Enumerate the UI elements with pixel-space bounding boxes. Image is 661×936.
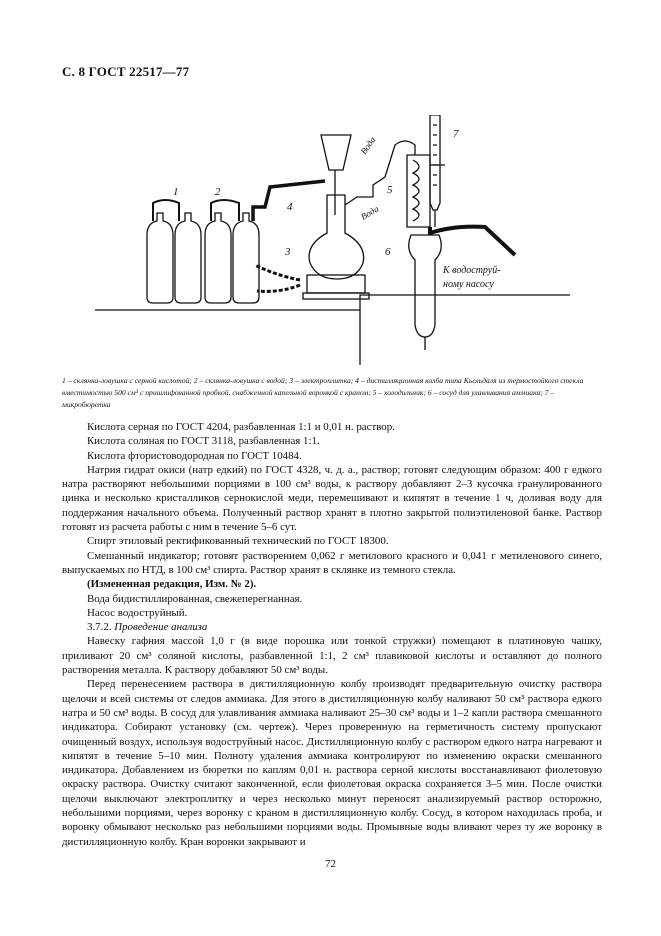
- paragraph: Смешанный индикатор; готовят растворением 0,062 г метилового красного и 0,041 г метиленового синего, выпускаемых по НТД, в 100 см³ спирта. Раствор хранят в склянке из темного стекла.: [62, 549, 602, 576]
- water-label-2: Вода: [359, 203, 381, 222]
- label-7: 7: [453, 128, 459, 140]
- paragraph: Насос водоструйный.: [87, 606, 188, 619]
- apparatus-diagram: [95, 115, 570, 365]
- paragraph: Кислота серная по ГОСТ 4204, разбавленная 1:1 и 0,01 н. раствор.: [87, 421, 395, 433]
- label-5: 5: [387, 184, 393, 196]
- label-3: 3: [285, 246, 291, 258]
- label-1: 1: [173, 186, 179, 198]
- pump-label-line2: ному насосу: [443, 279, 494, 290]
- paragraph: Вода бидистиллированная, свежеперегнанная.: [87, 592, 303, 605]
- label-4: 4: [287, 201, 293, 213]
- label-2: 2: [215, 186, 221, 198]
- paragraph: Навеску гафния массой 1,0 г (в виде порошка или тонкой стружки) помещают в платиновую чашку, приливают 20 см³ соляной кислоты, разбавленной 1:1, 2 см³ плавиковой кислоты и оставляют до полного растворения металла. К раствору добавляют 50 см³ воды.: [62, 635, 602, 677]
- label-6: 6: [385, 246, 391, 258]
- microburette: [430, 115, 440, 210]
- distillation-flask: [309, 195, 364, 279]
- water-label-1: Вода: [358, 134, 378, 157]
- paragraph: Спирт этиловый ректификованный технический по ГОСТ 18300.: [87, 535, 389, 548]
- paragraph: Кислота соляная по ГОСТ 3118, разбавленная 1:1.: [87, 435, 320, 448]
- trap-bottle-3: [205, 213, 231, 303]
- section-title: Проведение анализа: [114, 621, 208, 634]
- section-number: 3.7.2.: [87, 621, 112, 634]
- paragraph: Натрия гидрат окиси (натр едкий) по ГОСТ 4328, ч. д. а., раствор; готовят следующим образом: 400 г едкого натра растворяют небольшими порциями в 100 см³ воды, к раствору добавляют 2–3 кусочка гранулированного цинка и несколько кристалликов сернокислой меди, перемешивают и кипятят в течение 1 ч, доливая воду для поддержания начального объема. Полученный раствор хранят в плотно закрытой полиэтиленовой банке. Раствор готовят из расчета работы с ним в течение 5–6 сут.: [62, 463, 602, 534]
- figure-caption: 1 – склянка-ловушка с серной кислотой; 2 – склянка-ловушка с водой; 3 – электроплитка; 4 – дистилляционная колба типа Кьельдаля из термостойкого стекла вместимостью 500 см³ с пришлифованной пробкой, снабженной капельной воронкой с краном; 5 – холодильник; 6 – сосуд для улавливания аммиака; 7 – микробюретка: [62, 376, 584, 409]
- trap-bottle-4: [233, 213, 259, 303]
- trap-bottle-1: [147, 213, 173, 303]
- trap-bottle-2: [175, 213, 201, 303]
- ammonia-trap-vessel: [409, 235, 442, 337]
- amendment-note: (Измененная редакция, Изм. № 2).: [87, 578, 257, 591]
- paragraph: Перед перенесением раствора в дистилляционную колбу производят предварительную очистку раствора щелочи и всей системы от следов аммиака. Для этого в дистилляционную колбу наливают 50 см³ раствора едкого натра и 50 см³ воды. В сосуд для улавливания аммиака наливают 25–30 см³ воды и 1–2 капли раствора смешанного индикатора. Собирают установку (см. чертеж). Через проверенную на герметичность систему пропускают очищенный воздух, используя водоструйный насос. Дистилляционную колбу с раствором едкого натра нагревают и кипятят в течение 5–10 мин. Полноту удаления аммиака контролируют по изменению окраски смешанного индикатора. Добавлением из бюретки по каплям 0,01 н. раствора серной кислоты восстанавливают фиолетовую окраску раствора. Очистку считают законченной, если фиолетовая окраска сохраняется 3–5 мин. После очистки щелочи выключают электроплитку и через несколько минут переносят анализируемый раствор осторожно, небольшими порциями, через воронку с краном в дистилляционную колбу. Сосуд, в котором находилась проба, и воронку обмывают несколько раз небольшими порциями воды. Промывные воды вливают через ту же воронку в дистилляционную колбу. Кран воронки закрывают и: [62, 678, 602, 848]
- document-body: [62, 420, 602, 849]
- pump-label-line1: К водоструй-: [443, 265, 501, 276]
- section-heading: [62, 620, 602, 634]
- page-number: 72: [325, 858, 336, 870]
- paragraph: Кислота фтористоводородная по ГОСТ 10484.: [87, 449, 302, 462]
- page-header: С. 8 ГОСТ 22517—77: [62, 64, 190, 79]
- hot-plate: [307, 275, 365, 293]
